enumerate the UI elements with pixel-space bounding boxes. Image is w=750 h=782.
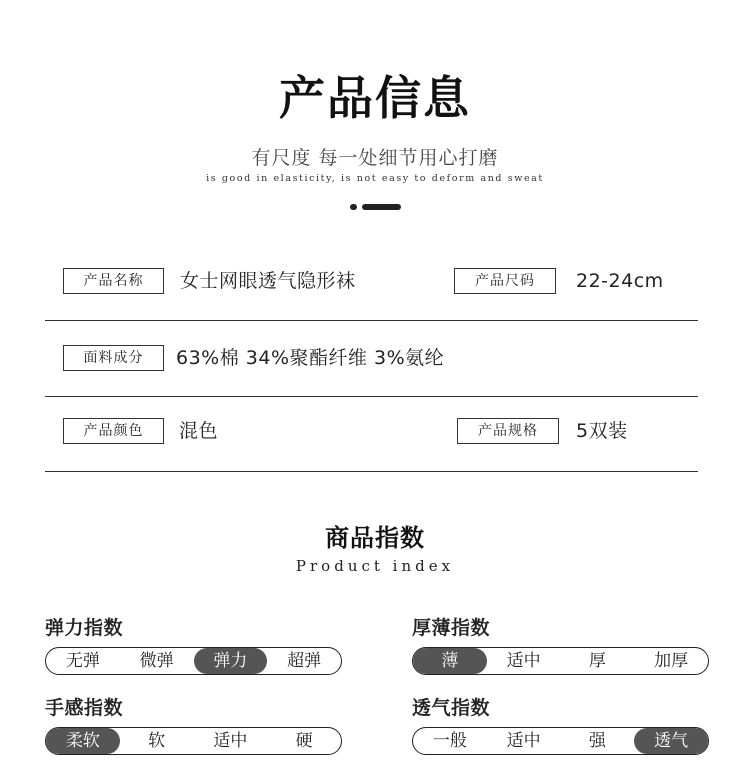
product-color-value: 混色 [179, 420, 219, 442]
product-index-title-english: Product index [295, 557, 455, 575]
info-divider [45, 320, 698, 321]
feel-selector [45, 727, 342, 755]
product-spec-tag: 产品规格 [457, 418, 559, 444]
page-subtitle-english: is good in elasticity, is not easy to deform and sweat [206, 173, 544, 184]
info-divider [45, 471, 698, 472]
thickness-option[interactable]: 加厚 [654, 651, 689, 671]
divider-dash [362, 204, 401, 210]
product-size-tag: 产品尺码 [454, 268, 556, 294]
info-divider [45, 396, 698, 397]
divider-dot [350, 204, 357, 210]
elasticity-option[interactable]: 微弹 [139, 651, 174, 671]
breathability-selector [412, 727, 709, 755]
breathability-option[interactable]: 透气 [634, 728, 708, 754]
thickness-selector [412, 647, 709, 675]
page-subtitle: 有尺度 每一处细节用心打磨 [251, 147, 499, 169]
elasticity-selector [45, 647, 342, 675]
fabric-value: 63%棉 34%聚酯纤维 3%氨纶 [176, 347, 445, 369]
page-title: 产品信息 [279, 71, 471, 125]
product-index-title: 商品指数 [325, 524, 425, 552]
thickness-option[interactable]: 厚 [588, 651, 606, 671]
breathability-option[interactable]: 适中 [506, 731, 541, 751]
elasticity-option[interactable]: 弹力 [194, 648, 268, 674]
product-spec-value: 5双装 [576, 420, 628, 442]
feel-option[interactable]: 适中 [213, 731, 248, 751]
feel-option[interactable]: 柔软 [46, 728, 120, 754]
thickness-option[interactable]: 适中 [506, 651, 541, 671]
elasticity-option[interactable]: 超弹 [287, 651, 322, 671]
product-name-value: 女士网眼透气隐形袜 [180, 270, 356, 292]
breathability-option[interactable]: 强 [588, 731, 606, 751]
feel-option[interactable]: 硬 [295, 731, 313, 751]
thickness-option[interactable]: 薄 [413, 648, 487, 674]
breathability-option[interactable]: 一般 [432, 731, 467, 751]
product-color-tag: 产品颜色 [63, 418, 164, 444]
thickness-label: 厚薄指数 [412, 617, 491, 639]
fabric-tag: 面料成分 [63, 345, 164, 371]
feel-option[interactable]: 软 [148, 731, 166, 751]
product-name-tag: 产品名称 [63, 268, 164, 294]
product-size-value: 22-24cm [576, 270, 664, 292]
elasticity-option[interactable]: 无弹 [65, 651, 100, 671]
breathability-label: 透气指数 [412, 697, 491, 719]
feel-label: 手感指数 [45, 697, 124, 719]
elasticity-label: 弹力指数 [45, 617, 124, 639]
